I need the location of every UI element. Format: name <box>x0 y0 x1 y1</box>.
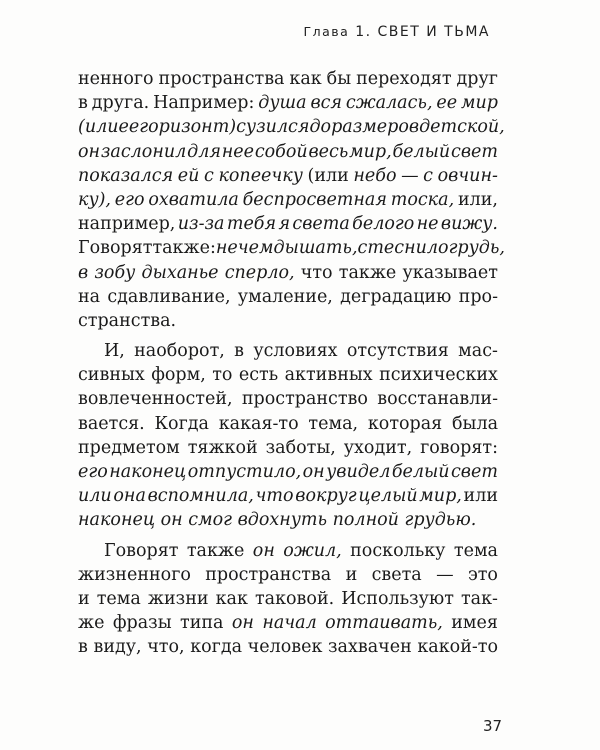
word: которая <box>367 413 443 434</box>
word: овчин- <box>437 165 498 186</box>
word: это <box>467 564 498 585</box>
word: весь <box>308 141 349 162</box>
word: оттаивать, <box>325 613 443 634</box>
word: друга. <box>91 93 150 114</box>
word: тема, <box>308 413 359 434</box>
word: наоборот, <box>134 341 225 362</box>
word: свет <box>450 462 498 482</box>
text-line <box>78 67 498 91</box>
text-line <box>78 460 498 484</box>
text-line <box>78 436 498 460</box>
running-head-label: Глава <box>303 24 350 39</box>
word: он <box>231 613 254 634</box>
word: горизонт) <box>139 117 237 138</box>
word: — <box>436 564 454 585</box>
word: ей <box>177 165 200 186</box>
text-line <box>78 188 498 212</box>
word: захвачен <box>328 637 412 658</box>
word: также <box>186 540 245 561</box>
word: поскольку <box>350 540 446 561</box>
word: как <box>289 69 322 89</box>
word: или, <box>457 189 498 210</box>
word: детской, <box>419 117 505 138</box>
word: тяжкой <box>187 437 258 458</box>
word: уходит, <box>343 437 413 458</box>
word: про- <box>458 286 498 307</box>
word: также <box>338 262 397 283</box>
word: вспомнила, <box>147 486 254 507</box>
word: когда <box>190 637 243 658</box>
word: говорят: <box>420 437 498 458</box>
word: заслонил <box>100 141 187 162</box>
word: виду, <box>93 637 142 658</box>
word: в <box>78 637 88 658</box>
word: или <box>78 486 112 507</box>
word: что <box>255 486 294 507</box>
paragraph <box>78 339 498 533</box>
body-text <box>78 67 505 660</box>
text-line <box>78 309 498 333</box>
page-number: 37 <box>483 717 503 735</box>
word: заботы, <box>265 437 336 458</box>
word: тема <box>96 588 141 609</box>
word: Например: <box>153 93 255 114</box>
word: вдохнуть <box>237 510 328 531</box>
word: была <box>451 413 498 434</box>
word: белый <box>391 462 450 482</box>
word: Говорят <box>78 238 153 259</box>
word: — <box>401 165 419 186</box>
word: сдавливание, <box>107 286 231 307</box>
word: есть <box>238 365 279 386</box>
word: стеснило <box>357 238 449 259</box>
running-head-title: 1. СВЕТ И ТЬМА <box>355 24 490 40</box>
word: ее <box>436 93 458 114</box>
running-head <box>303 24 490 40</box>
word: целый <box>358 486 418 507</box>
word: сжалась, <box>345 93 433 114</box>
word: белый <box>392 141 451 162</box>
word: полной <box>332 510 399 531</box>
word: восстанавли- <box>377 389 498 410</box>
text-line <box>78 387 498 411</box>
text-line <box>78 484 498 508</box>
word: наконец <box>78 510 156 531</box>
text-line <box>78 261 498 285</box>
text-line <box>78 140 498 164</box>
word: свет <box>451 141 498 162</box>
word: размеров <box>331 117 420 138</box>
word: активных <box>284 365 373 386</box>
text-line <box>78 285 498 309</box>
word: какой-то <box>417 637 498 658</box>
word: дышать, <box>273 238 358 259</box>
word: что, <box>147 637 185 658</box>
text-line <box>78 363 498 387</box>
text-line <box>78 563 498 587</box>
word: сузился <box>236 117 310 138</box>
word: пространства <box>205 564 332 585</box>
text-line <box>78 508 498 532</box>
word: жизни <box>147 588 209 609</box>
word: фразы <box>112 613 172 634</box>
word: грудью. <box>404 510 477 531</box>
text-line <box>78 635 498 659</box>
word: Когда <box>154 413 209 434</box>
word: условиях <box>253 341 338 362</box>
word: друг <box>456 69 498 89</box>
word: его <box>114 189 145 210</box>
word: ку), <box>78 189 111 210</box>
word: тема <box>453 540 498 561</box>
word: также: <box>152 238 216 259</box>
word: собой <box>254 141 308 162</box>
paragraph <box>78 539 498 660</box>
word: он <box>252 540 275 561</box>
word: сперло, <box>224 262 295 283</box>
word: его <box>78 462 108 482</box>
word: наконец <box>109 462 187 482</box>
word: мас- <box>458 341 498 362</box>
word: типа <box>180 613 224 634</box>
word: зобу <box>94 262 136 283</box>
word: вается. <box>78 413 145 434</box>
word: (или <box>78 117 119 138</box>
word: душа <box>258 93 307 114</box>
word: охватила <box>148 189 239 210</box>
word: на <box>78 286 101 307</box>
word: что <box>300 262 333 283</box>
paragraph <box>78 67 505 333</box>
word: как <box>215 588 248 609</box>
word: или <box>463 486 498 507</box>
word: переходят <box>356 69 452 89</box>
word: пространство <box>241 389 368 410</box>
text-line <box>78 339 498 363</box>
text-line <box>78 236 505 260</box>
word: например, <box>78 214 176 235</box>
word: в <box>78 93 88 114</box>
word: небо <box>353 165 397 186</box>
word: таковой. <box>254 588 335 609</box>
word: белого <box>352 214 415 235</box>
word: мир <box>461 93 498 114</box>
word: человек <box>247 637 323 658</box>
word: света <box>371 564 422 585</box>
word: для <box>187 141 221 162</box>
word: И, <box>104 341 125 362</box>
word: он <box>78 141 101 162</box>
text-line <box>78 212 498 236</box>
word: грудь, <box>448 238 505 259</box>
word: имея <box>451 613 498 634</box>
word: Говорят <box>104 540 179 561</box>
word: отпустило, <box>187 462 302 482</box>
word: он <box>302 462 325 482</box>
word: то <box>212 365 233 386</box>
word: из-за <box>177 214 225 235</box>
word: мир, <box>349 141 392 162</box>
word: не <box>416 214 439 235</box>
word: вижу. <box>440 214 498 235</box>
word: в <box>234 341 244 362</box>
word: с <box>204 165 214 186</box>
word: психических <box>379 365 498 386</box>
word: начал <box>262 613 317 634</box>
word: он <box>160 510 183 531</box>
word: копеечку <box>218 165 303 186</box>
word: так- <box>460 588 498 609</box>
word: увидел <box>326 462 391 482</box>
text-line <box>78 611 498 635</box>
text-line <box>78 587 498 611</box>
text-line <box>78 164 498 188</box>
word: странства. <box>78 310 177 331</box>
word: какая-то <box>218 413 299 434</box>
word: форм, <box>151 365 206 386</box>
word: с <box>423 165 433 186</box>
word: ненного <box>78 69 154 89</box>
word: бы <box>326 69 352 89</box>
word: мир, <box>419 486 462 507</box>
text-line <box>78 91 498 115</box>
word: я <box>278 214 291 235</box>
word: вся <box>310 93 343 114</box>
word: она <box>113 486 146 507</box>
word: вовлеченностей, <box>78 389 233 410</box>
word: нее <box>221 141 254 162</box>
word: предметом <box>78 437 180 458</box>
word: вокруг <box>295 486 357 507</box>
word: и <box>345 564 358 585</box>
word: тебя <box>226 214 277 235</box>
word: в <box>78 262 89 283</box>
word: сивных <box>78 365 145 386</box>
word: жизненного <box>78 564 191 585</box>
word: нечем <box>215 238 274 259</box>
word: ее <box>118 117 140 138</box>
word: дыханье <box>141 262 219 283</box>
word: отсутствия <box>346 341 449 362</box>
word: же <box>78 613 105 634</box>
word: умаление, <box>237 286 333 307</box>
text-line <box>78 539 498 563</box>
word: до <box>309 117 332 138</box>
text-line <box>78 412 498 436</box>
word: деградацию <box>340 286 452 307</box>
word: ожил, <box>283 540 342 561</box>
word: Используют <box>341 588 454 609</box>
word: беспросветная <box>242 189 387 210</box>
word: и <box>78 588 90 609</box>
word: (или <box>307 165 349 186</box>
word: света <box>292 214 350 235</box>
word: смог <box>188 510 232 531</box>
word: показался <box>78 165 174 186</box>
word: пространства <box>158 69 285 89</box>
word: тоска, <box>390 189 455 210</box>
text-line <box>78 115 505 139</box>
word: указывает <box>402 262 498 283</box>
